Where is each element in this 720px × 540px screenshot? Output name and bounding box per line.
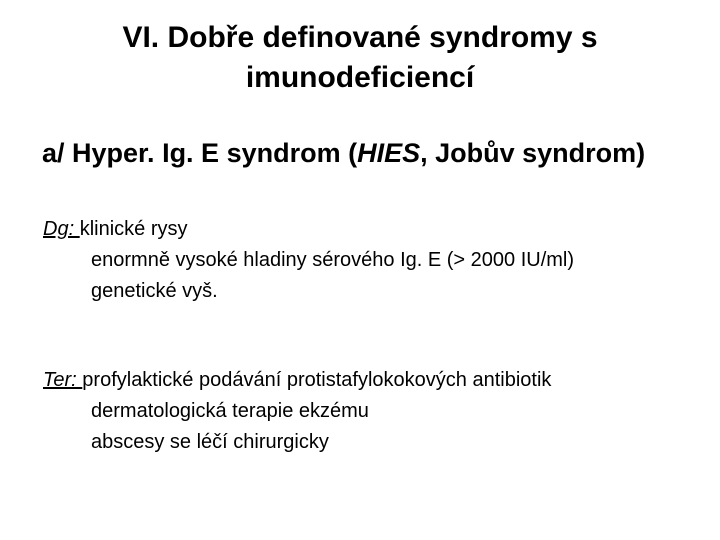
therapy-first-line bbox=[43, 365, 703, 396]
diagnosis-first-text: klinické rysy bbox=[79, 218, 188, 240]
section-heading-prefix: a/ Hyper. Ig. E syndrom ( bbox=[42, 138, 358, 168]
therapy-first-text: profylaktické podávání protistafylokokových antibiotik bbox=[82, 369, 552, 391]
slide-title-line-2: imunodeficiencí bbox=[245, 61, 475, 94]
therapy-block bbox=[43, 365, 703, 458]
section-heading bbox=[42, 135, 712, 171]
diagnosis-item: genetické vyš. bbox=[91, 280, 218, 302]
diagnosis-block bbox=[43, 214, 703, 307]
slide-title bbox=[40, 18, 680, 98]
diagnosis-first-line bbox=[43, 214, 703, 245]
section-heading-abbreviation: HIES bbox=[357, 138, 421, 168]
diagnosis-item: enormně vysoké hladiny sérového Ig. E (> 2000 IU/ml) bbox=[91, 249, 575, 271]
section-heading-suffix: , Jobův syndrom) bbox=[420, 138, 646, 168]
diagnosis-label: Dg: bbox=[43, 218, 80, 240]
therapy-item: abscesy se léčí chirurgicky bbox=[91, 431, 329, 453]
therapy-item: dermatologická terapie ekzému bbox=[91, 400, 369, 422]
slide-title-line-1: VI. Dobře definované syndromy s bbox=[122, 21, 598, 54]
therapy-label: Ter: bbox=[43, 369, 83, 391]
